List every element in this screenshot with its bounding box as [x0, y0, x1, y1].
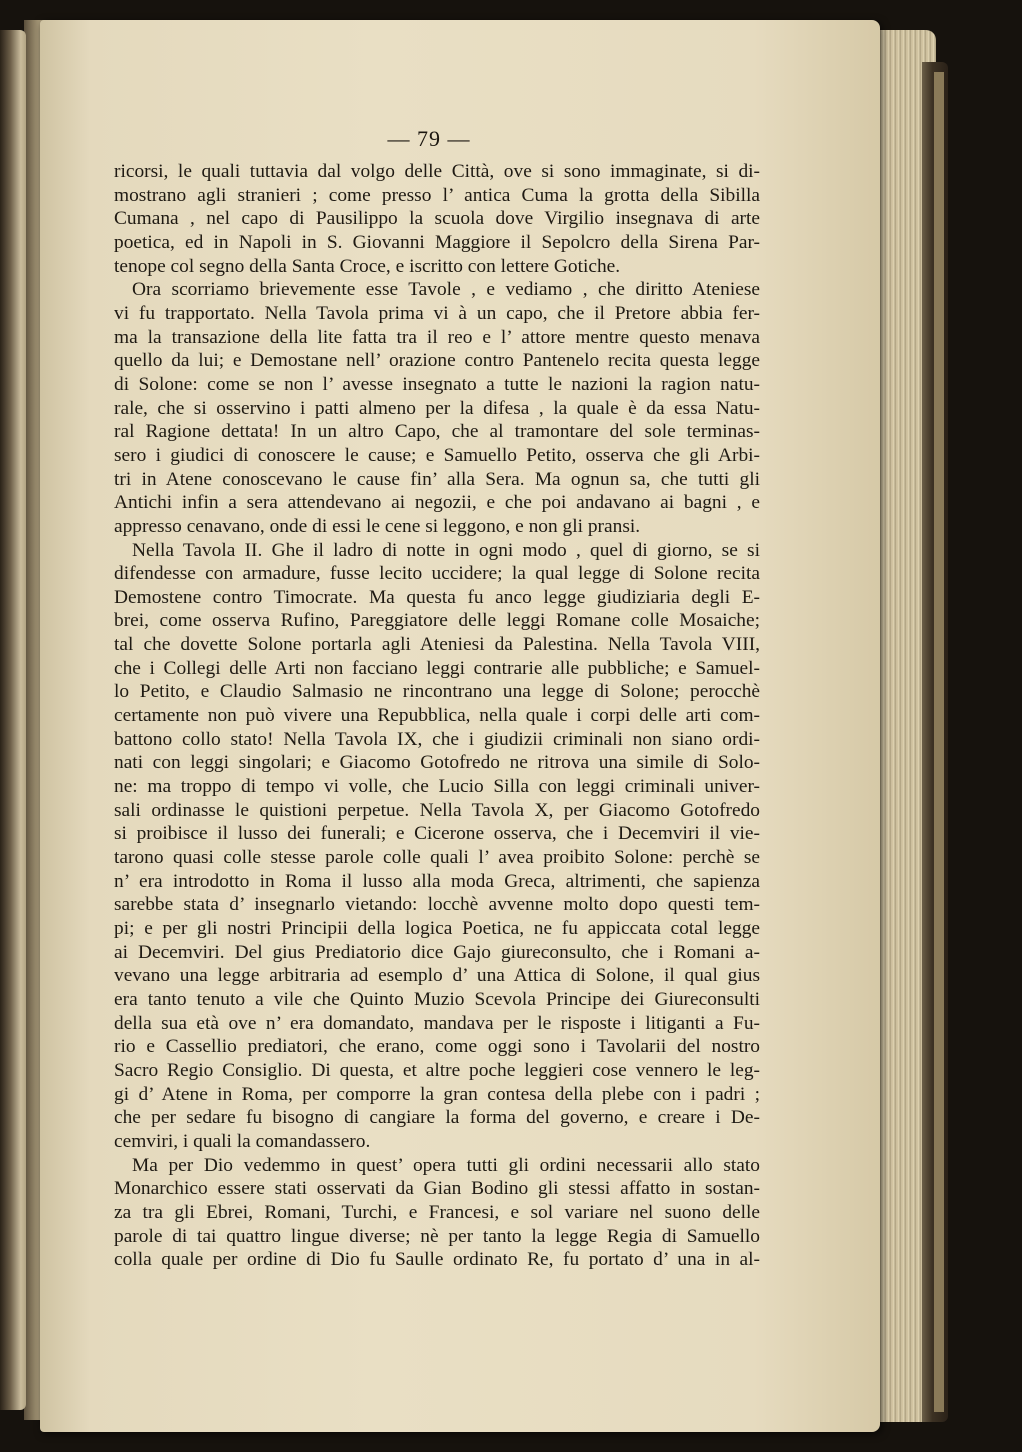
text-line: tal che dovette Solone portarla agli Ateniesi da Palestina. Nella Tavola VIII,: [114, 634, 760, 656]
text-line: tri in Atene conoscevano le cause fin’ alla Sera. Ma ognun sa, che tutti gli: [114, 468, 760, 490]
text-line: vi fu trapportato. Nella Tavola prima vi à un capo, che il Pretore abbia fer-: [114, 302, 760, 324]
text-line: battono collo stato! Nella Tavola IX, che i giudizii criminali non siano ordi-: [114, 728, 760, 750]
text-line: che per sedare fu bisogno di cangiare la forma del governo, e creare i De-: [114, 1107, 760, 1129]
body-text: [114, 160, 760, 1272]
text-line: parole di tai quattro lingue diverse; nè per tanto la legge Regia di Samuello: [114, 1225, 760, 1247]
text-line: ne: ma troppo di tempo vi volle, che Lucio Silla con leggi criminali univer-: [114, 776, 760, 798]
text-line: Demostene contro Timocrate. Ma questa fu anco legge giudiziaria degli E-: [114, 586, 760, 608]
text-line: rio e Cassellio prediatori, che erano, come oggi sono i Tavolarii del nostro: [114, 1036, 760, 1058]
text-line: vevano una legge arbitraria ad esemplo d’ una Attica di Solone, il qual gius: [114, 965, 760, 987]
text-line: quello da lui; e Demostane nell’ orazione contro Pantenelo recita questa legge: [114, 350, 760, 372]
text-line: Ora scorriamo brievemente esse Tavole , e vediamo , che diritto Ateniese: [132, 279, 760, 301]
text-line: appresso cenavano, onde di essi le cene si leggono, e non gli pransi.: [114, 515, 641, 537]
text-line: sarebbe stata d’ insegnarlo vietando: locchè avvenne molto dopo questi tem-: [114, 894, 760, 916]
text-line: sali ordinasse le quistioni perpetue. Nella Tavola X, per Giacomo Gotofredo: [114, 799, 760, 821]
text-line: Ma per Dio vedemmo in quest’ opera tutti gli ordini necessarii allo stato: [132, 1154, 760, 1176]
text-line: n’ era introdotto in Roma il lusso alla moda Greca, altrimenti, che sapienza: [114, 870, 760, 892]
text-line: della sua età ove n’ era domandato, mandava per le risposte i litiganti a Fu-: [114, 1012, 760, 1034]
text-line: nati con leggi singolari; e Giacomo Gotofredo ne ritrova una simile di Solo-: [114, 752, 760, 774]
text-line: Cumana , nel capo di Pausilippo la scuola dove Virgilio insegnava di arte: [114, 208, 760, 230]
text-line: ma la transazione della lite fatta tra il reo e l’ attore mentre questo menava: [114, 326, 760, 348]
text-line: ral Ragione dettata! In un altro Capo, che al tramontare del sole terminas-: [114, 421, 760, 443]
text-line: Sacro Regio Consiglio. Di questa, et altre poche leggieri cose vennero le leg-: [114, 1059, 760, 1081]
book-cover-board: [934, 72, 944, 1412]
text-line: tarono quasi colle stesse parole colle quali l’ avea proibito Solone: perchè se: [114, 847, 760, 869]
text-line: tenope col segno della Santa Croce, e iscritto con lettere Gotiche.: [114, 255, 621, 277]
text-line: Antichi infin a sera attendevano ai negozii, e che poi andavano ai bagni , e: [114, 492, 760, 514]
page-number: — 79 —: [387, 126, 471, 151]
text-line: era tanto tenuto a vile che Quinto Muzio Scevola Principe dei Giureconsulti: [114, 988, 760, 1010]
text-line: certamente non può vivere una Repubblica, nella quale i corpi delle arti com-: [114, 705, 760, 727]
text-line: ai Decemviri. Del gius Prediatorio dice Gajo giureconsulto, che i Romani a-: [114, 941, 760, 963]
text-line: si proibisce il lusso dei funerali; e Cicerone osserva, che i Decemviri il vie-: [114, 823, 760, 845]
text-line: difendesse con armadure, fusse lecito uccidere; la qual legge di Solone recita: [114, 563, 760, 585]
text-line: za tra gli Ebrei, Romani, Turchi, e Francesi, e sol variare nel suono delle: [114, 1201, 760, 1223]
text-line: poetica, ed in Napoli in S. Giovanni Maggiore il Sepolcro della Sirena Par-: [114, 231, 760, 253]
text-line: lo Petito, e Claudio Salmasio ne rincontrano una legge di Solone; perocchè: [114, 681, 760, 703]
text-line: pi; e per gli nostri Principii della logica Poetica, ne fu appiccata cotal legge: [114, 918, 760, 939]
text-line: che i Collegi delle Arti non facciano leggi contrarie alle pubbliche; e Samuel-: [114, 657, 760, 679]
text-line: Nella Tavola II. Ghe il ladro di notte in ogni modo , quel di giorno, se si: [132, 539, 760, 561]
text-line: sero i giudici di conoscere le cause; e Samuello Petito, osserva che gli Arbi-: [114, 444, 760, 466]
text-line: mostrano agli stranieri ; come presso l’ antica Cuma la grotta della Sibilla: [114, 184, 760, 206]
text-line: ricorsi, le quali tuttavia dal volgo delle Città, ove si sono immaginate, si di-: [114, 161, 760, 182]
text-line: gi d’ Atene in Roma, per comporre la gran contesa della plebe con i padri ;: [114, 1083, 760, 1105]
text-line: brei, come osserva Rufino, Pareggiatore delle leggi Romane colle Mosaiche;: [114, 610, 760, 632]
text-line: cemviri, i quali la comandassero.: [114, 1130, 371, 1152]
text-line: di Solone: come se non l’ avesse insegnato a tutte le nazioni la ragion natu-: [114, 373, 760, 395]
text-line: colla quale per ordine di Dio fu Saulle ordinato Re, fu portato d’ una in al-: [114, 1249, 760, 1271]
text-line: rale, che si osservino i patti almeno per la difesa , la quale è da essa Natu-: [114, 397, 760, 419]
previous-page-edge: [0, 30, 26, 1410]
text-line: Monarchico essere stati osservati da Gian Bodino gli stessi affatto in sostan-: [114, 1178, 760, 1200]
